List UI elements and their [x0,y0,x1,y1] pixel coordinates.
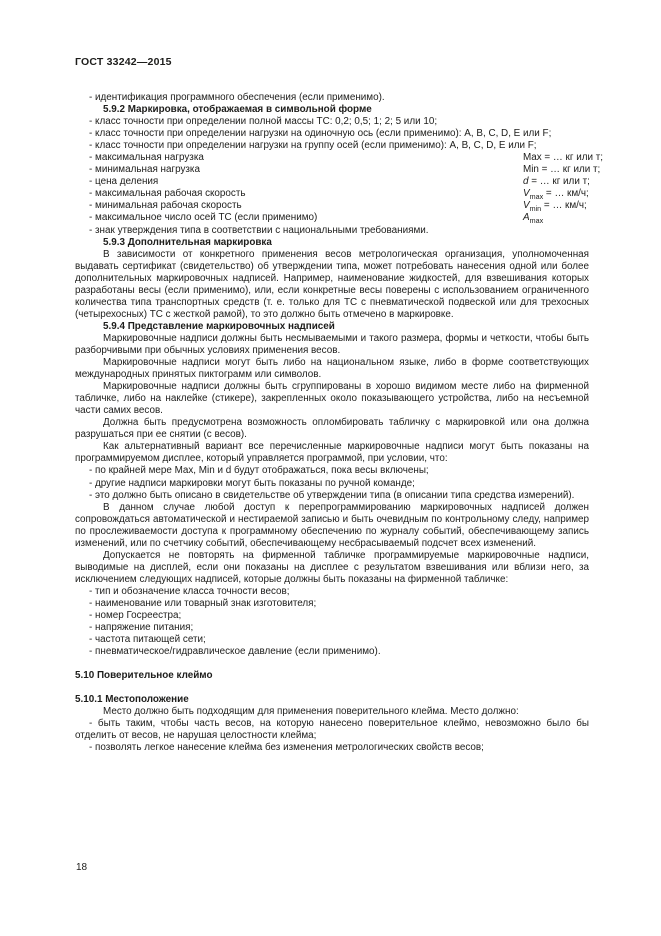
spec-value: Min = … кг или т; [523,164,601,176]
paragraph: Маркировочные надписи должны быть сгруппированы в хорошо видимом месте либо на фирменной табличке, либо на наклейке (стикере), закрепленных около показывающего устройства, либо на несъемной части самих весов. [75,381,589,417]
section-heading: 5.9.4 Представление маркировочных надписей [103,320,335,332]
section-heading: 5.9.2 Маркировка, отображаемая в символьной форме [103,104,372,116]
list-item: - другие надписи маркировки могут быть показаны по ручной команде; [89,477,415,489]
section-heading: 5.10 Поверительное клеймо [75,670,213,682]
list-item: - напряжение питания; [89,622,194,634]
spec-value: $V_{max}$ = … км/ч; [523,188,589,202]
list-item: - идентификация программного обеспечения (если применимо). [89,92,385,103]
spec-value: d = … кг или т; [523,176,590,188]
standard-number-header: ГОСТ 33242—2015 [75,56,172,68]
list-item: - наименование или товарный знак изготовителя; [89,597,317,609]
spec-value: $V_{min}$ = … км/ч; [523,200,587,214]
list-item: - позволять легкое нанесение клейма без изменения метрологических свойств весов; [89,742,484,754]
spec-label: - максимальное число осей ТС (если применимо) [89,212,318,224]
spec-row [75,164,601,176]
document-content [75,92,603,754]
spec-row [75,212,589,224]
list-item: - знак утверждения типа в соответствии с национальными требованиями. [89,224,429,236]
spec-row [75,188,589,200]
spec-label: - минимальная рабочая скорость [89,200,242,212]
spec-row [75,176,589,188]
spec-row [75,152,603,164]
spec-label: - минимальная нагрузка [89,164,200,176]
spec-label: - цена деления [89,176,159,188]
list-item: - класс точности при определении нагрузки на одиночную ось (если применимо): A, B, C, D, E или F; [89,128,552,140]
paragraph: Маркировочные надписи должны быть несмываемыми и такого размера, формы и четкости, чтобы быть разборчивыми при обычных условиях применения весов. [75,332,589,356]
paragraph: В данном случае любой доступ к перепрограммированию маркировочных надписей должен сопровождаться автоматической и нестираемой записью и быть очевидным по контрольному следу, например по прослеживаемости доступа к программному обеспечению по журналу событий, обеспечивающему запись изменений, или по счетчику событий, обеспечивающему несбрасываемый подсчет всех изменений. [75,501,589,549]
list-item: - номер Госреестра; [89,610,182,622]
paragraph: Как альтернативный вариант все перечисленные маркировочные надписи могут быть показаны на программируемом дисплее, который управляется программой, при условии, что: [75,441,589,465]
section-heading: 5.10.1 Местоположение [75,694,189,706]
list-item: - тип и обозначение класса точности весов; [89,585,290,597]
list-item: - по крайней мере Max, Min и d будут отображаться, пока весы включены; [89,465,429,477]
paragraph: Должна быть предусмотрена возможность опломбировать табличку с маркировкой или она должна разрушаться при ее снятии (с весов). [75,417,589,441]
spec-row [75,200,589,212]
spec-value: Max = … кг или т; [523,152,603,164]
spec-value: $A_{max}$ [523,212,544,226]
page-number: 18 [76,862,88,873]
list-item: - это должно быть описано в свидетельстве об утверждении типа (в описании типа средства измерений). [89,489,575,501]
spec-label: - максимальная рабочая скорость [89,188,246,200]
list-item: - класс точности при определении нагрузки на группу осей (если применимо): A, B, C, D, E или F; [89,140,537,152]
paragraph: Маркировочные надписи могут быть либо на национальном языке, либо в форме соответствующих международных принятых пиктограмм или символов. [75,357,589,381]
list-item: - быть таким, чтобы часть весов, на которую нанесено поверительное клеймо, невозможно было бы отделить от весов, не нарушая целостности клейма; [75,718,589,742]
list-item: - пневматическое/гидравлическое давление (если применимо). [89,646,381,658]
list-item: - класс точности при определении полной массы ТС: 0,2; 0,5; 1; 2; 5 или 10; [89,116,438,128]
spec-label: - максимальная нагрузка [89,152,204,164]
paragraph: Место должно быть подходящим для применения поверительного клейма. Место должно: [103,706,519,718]
list-item: - частота питающей сети; [89,634,206,646]
paragraph: Допускается не повторять на фирменной табличке программируемые маркировочные надписи, выводимые на дисплей, если они показаны на дисплее с результатом взвешивания или вблизи него, за исключением следующих надписей, которые должны быть показаны на фирменной табличке: [75,549,589,585]
paragraph: В зависимости от конкретного применения весов метрологическая организация, уполномоченная выдавать сертификат (свидетельство) об утверждении типа, может потребовать нанесения одной или более дополнительных маркировочных надписей. Например, наименование жидкостей, для взвешивания которых разработаны весы (если применимо), или, если конкретные весы поверены с использованием ограниченного количества типа транспортных средств (т. е. только для ТС с пневматической подвеской или для трехосных (четырехосных) ТС с жесткой рамой), то это должно быть отмечено в маркировке. [75,248,589,320]
section-heading: 5.9.3 Дополнительная маркировка [103,236,272,248]
